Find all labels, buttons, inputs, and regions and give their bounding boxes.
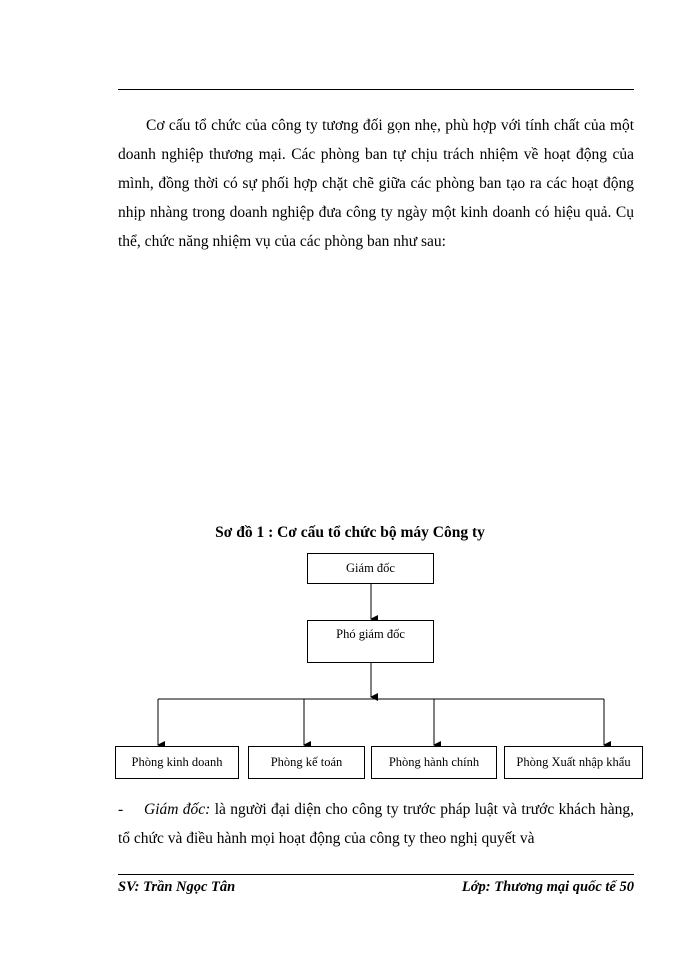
footer-rule [118, 874, 634, 875]
org-node-import-export-department: Phòng Xuất nhập khẩu [504, 746, 643, 779]
footer-class-name: Lớp: Thương mại quốc tế 50 [461, 879, 634, 895]
org-node-accounting-department: Phòng kế toán [248, 746, 365, 779]
director-description: là người đại diện cho công ty trước pháp luật và trước khách hàng, tổ chức và điều hành mọi hoạt động của công ty theo nghị quyết và [118, 801, 634, 847]
bullet-dash: - [118, 801, 124, 818]
director-paragraph [118, 795, 634, 853]
org-node-deputy-director: Phó giám đốc [307, 620, 434, 663]
org-chart-caption: Sơ đồ 1 : Cơ cấu tổ chức bộ máy Công ty [215, 524, 485, 541]
footer-student-name: SV: Trần Ngọc Tân [118, 879, 236, 895]
director-term: Giám đốc: [144, 801, 211, 818]
intro-paragraph: Cơ cấu tổ chức của công ty tương đối gọn nhẹ, phù hợp với tính chất của một doanh nghiệp thương mại. Các phòng ban tự chịu trách nhiệm về hoạt động của mình, đồng thời có sự phối hợp chặt chẽ giữa các phòng ban tạo ra các hoạt động nhịp nhàng trong doanh nghiệp đưa công ty ngày một kinh doanh có hiệu quả. Cụ thể, chức năng nhiệm vụ của các phòng ban như sau: [118, 117, 634, 250]
org-node-sales-department: Phòng kinh doanh [115, 746, 239, 779]
org-node-director: Giám đốc [307, 553, 434, 584]
org-node-administration-department: Phòng hành chính [371, 746, 497, 779]
